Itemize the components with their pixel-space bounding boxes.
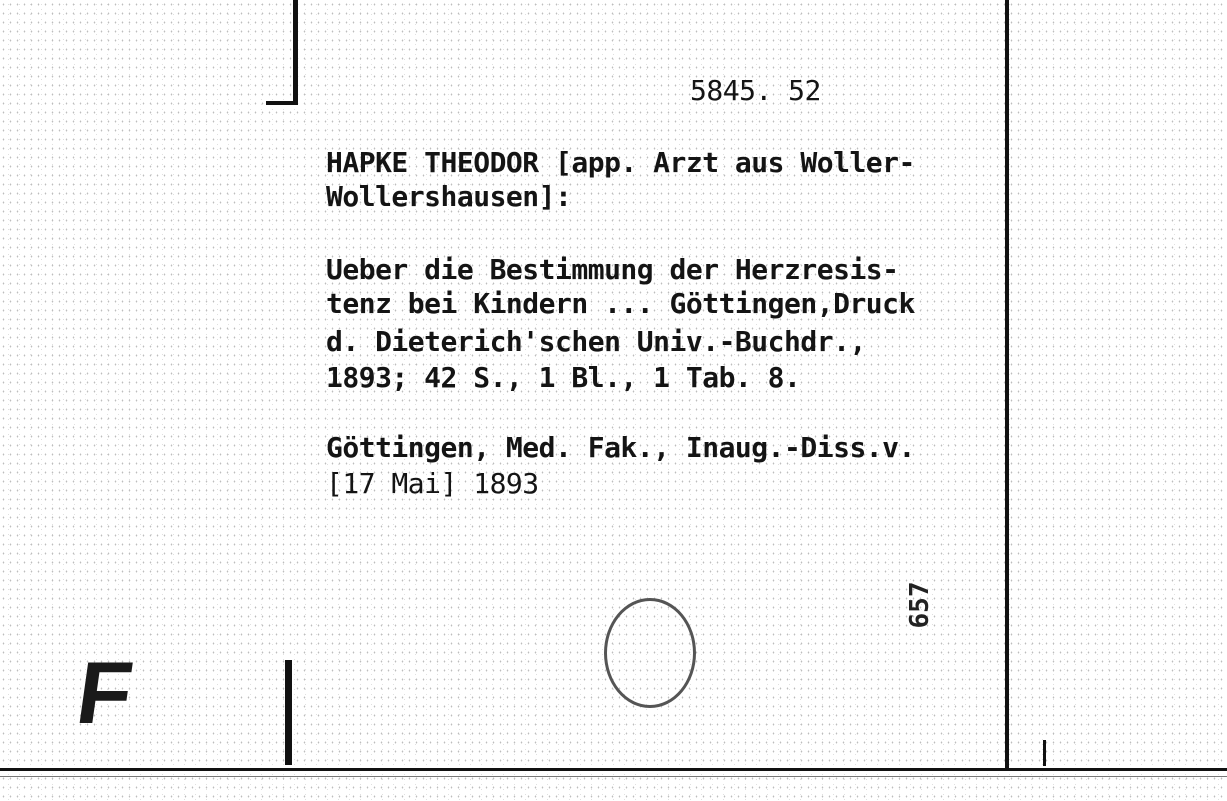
call-number: 5845. 52 — [690, 74, 821, 107]
bottom-horizontal-rule — [0, 768, 1227, 771]
bottom-horizontal-rule-2 — [0, 776, 1227, 777]
title-line-2: tenz bei Kindern ... Göttingen,Druck — [326, 287, 915, 320]
author-line-1: HAPKE THEODOR [app. Arzt aus Woller- — [326, 146, 915, 179]
top-left-hook-rule — [266, 101, 298, 105]
note-line-2: [17 Mai] 1893 — [326, 467, 539, 500]
title-line-3: d. Dieterich'schen Univ.-Buchdr., — [326, 325, 866, 358]
title-line-1: Ueber die Bestimmung der Herzresis- — [326, 253, 899, 286]
note-line-1: Göttingen, Med. Fak., Inaug.-Diss.v. — [326, 431, 915, 464]
side-number: 657 — [905, 581, 935, 629]
right-vertical-rule — [1005, 0, 1009, 770]
top-left-vertical-rule — [293, 0, 298, 104]
right-edge-tick — [1043, 740, 1046, 766]
author-line-2: Wollershausen]: — [326, 180, 572, 213]
title-line-4: 1893; 42 S., 1 Bl., 1 Tab. 8. — [326, 361, 801, 394]
bottom-left-vertical-rule — [285, 660, 292, 765]
handwritten-initial: F — [71, 643, 139, 742]
punch-hole-circle — [604, 598, 696, 708]
